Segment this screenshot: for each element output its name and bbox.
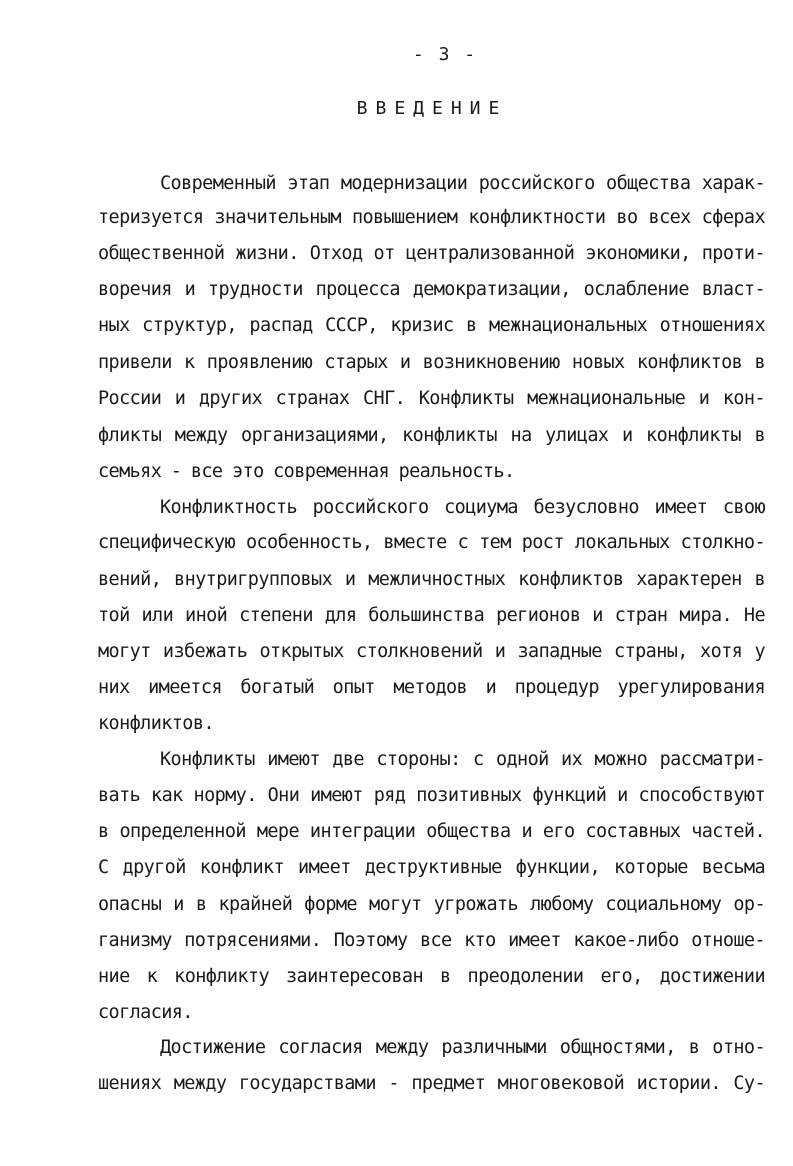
text-line: конфликтов. — [98, 713, 214, 734]
text-line: Современный этап модернизации российского общества харак- — [160, 173, 765, 194]
text-line: шениях между государствами - предмет многовековой истории. Су- — [98, 1073, 765, 1094]
page-number: - 3 - — [412, 44, 478, 65]
text-line: теризуется значительным повышением конфликтности во всех сферах — [98, 207, 765, 228]
text-line: вений, внутригрупповых и межличностных конфликтов характерен в — [98, 569, 765, 590]
text-line: ганизму потрясениями. Поэтому все кто имеет какое-либо отноше- — [98, 930, 765, 951]
text-line: привели к проявлению старых и возникновению новых конфликтов в — [98, 352, 765, 373]
text-line: ние к конфликту заинтересован в преодолении его, достижении — [98, 966, 765, 987]
text-line: Достижение согласия между различными общностями, в отно- — [160, 1037, 765, 1058]
text-line: Конфликты имеют две стороны: с одной их можно рассматри- — [160, 749, 765, 770]
text-line: семьях - все это современная реальность. — [98, 461, 515, 482]
text-line: России и других странах СНГ. Конфликты межнациональные и кон- — [98, 388, 765, 409]
text-line: согласия. — [98, 1002, 193, 1023]
text-line: специфическую особенность, вместе с тем рост локальных столкно- — [98, 532, 765, 553]
text-line: ных структур, распад СССР, кризис в межнациональных отношениях — [98, 315, 765, 336]
text-line: общественной жизни. Отход от централизованной экономики, проти- — [98, 243, 765, 264]
text-line: них имеется богатый опыт методов и процедур урегулирования — [98, 677, 765, 698]
text-line: С другой конфликт имеет деструктивные функции, которые весьма — [98, 857, 765, 878]
text-line: воречия и трудности процесса демократизации, ослабление власт- — [98, 279, 765, 300]
text-line: могут избежать открытых столкновений и западные страны, хотя у — [98, 641, 765, 662]
text-line: Конфликтность российского социума безусловно имеет свою — [160, 497, 765, 518]
text-line: опасны и в крайней форме могут угрожать любому социальному ор- — [98, 894, 765, 915]
text-line: той или иной степени для большинства регионов и стран мира. Не — [98, 605, 765, 626]
text-line: вать как норму. Они имеют ряд позитивных функций и способствуют — [98, 785, 765, 806]
text-line: фликты между организациями, конфликты на улицах и конфликты в — [98, 425, 765, 446]
text-line: в определенной мере интеграции общества и его составных частей. — [98, 821, 765, 842]
section-title: ВВЕДЕНИЕ — [356, 98, 508, 119]
